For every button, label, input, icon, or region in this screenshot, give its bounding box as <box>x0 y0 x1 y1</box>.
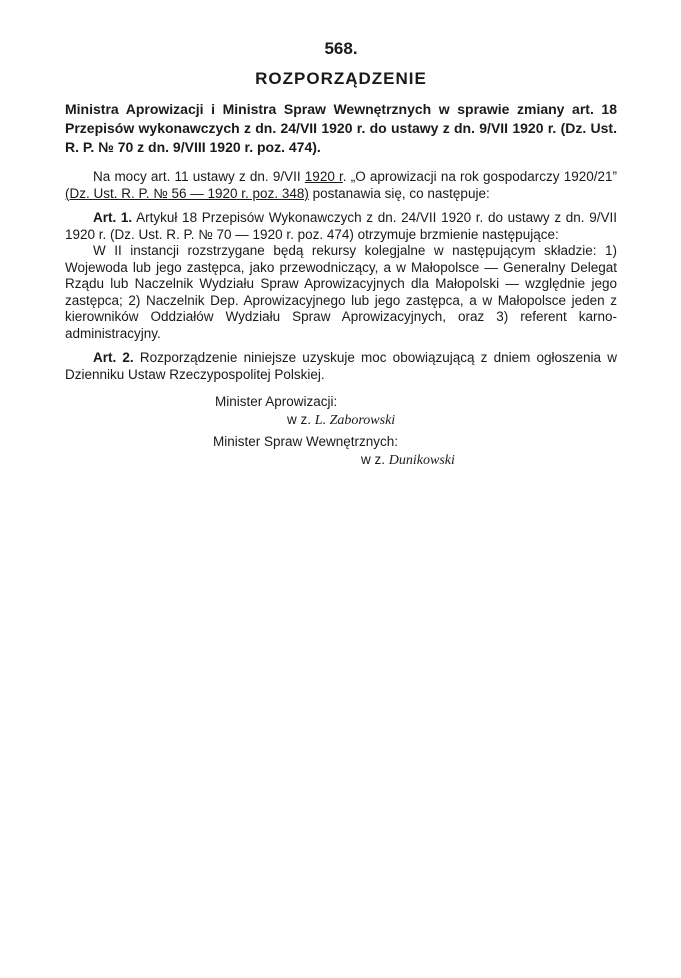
signature-name-1: L. Zaborowski <box>314 413 396 428</box>
article-2-label: Art. 2. <box>93 350 134 365</box>
article-1-quote: W II instancji rozstrzygane będą rekursy kolegjalne w następującym składzie: 1) Wojewoda lub jego zastępca, jako przewodniczący, a w Małopolsce — Generalny Delegat Rządu lub Naczelnik Wydziału Spraw Aprowizacyjnych dla Małopolski — względnie jego zastępca; 2) Naczelnik Dep. Aprowizacyjnego lub jego zastępca, a w Małopolsce jeden z kierowników Oddziałów Wydziału Spraw Aprowizacyjnych, oraz 3) referent karno-administracyjny. <box>65 243 617 341</box>
document-number: 568. <box>324 39 358 58</box>
article-1-text: Artykuł 18 Przepisów Wykonawczych z dn. 24/VII 1920 r. do ustawy z dn. 9/VII 1920 r. (Dz. Ust. R. P. № 70 — 1920 r. poz. 474) otrzymuje brzmienie następujące: <box>65 210 617 242</box>
document-page <box>65 38 617 483</box>
preamble-text: Na mocy art. 11 ustawy z dn. 9/VII <box>93 169 305 184</box>
preamble-underlined-citation: (Dz. Ust. R. P. № 56 — 1920 r. poz. 348) <box>65 185 309 201</box>
signature-line-2 <box>361 451 455 470</box>
article-1-paragraph <box>65 210 617 243</box>
signature-prefix-2: w z. <box>361 452 386 467</box>
article-1-label: Art. 1. <box>93 210 133 225</box>
document-title: ROZPORZĄDZENIE <box>255 69 427 88</box>
signature-prefix-1: w z. <box>287 412 312 427</box>
preamble-text: . „O aprowizacji na rok gospodarczy 1920/21” <box>342 169 617 184</box>
preamble-text: postanawia się, co następuje: <box>308 185 490 201</box>
preamble-paragraph <box>65 169 617 202</box>
article-2-text: Rozporządzenie niniejsze uzyskuje moc obowiązującą z dniem ogłoszenia w Dzienniku Ustaw Rzeczypospolitej Polskiej. <box>65 350 617 382</box>
signature-block <box>65 393 617 483</box>
signature-name-2: Dunikowski <box>388 453 455 468</box>
preamble-underlined-year: 1920 r <box>304 169 343 184</box>
article-2-paragraph <box>65 350 617 383</box>
document-subject: Ministra Aprowizacji i Ministra Spraw Wewnętrznych w sprawie zmiany art. 18 Przepisów wykonawczych z dn. 24/VII 1920 r. do ustawy z dn. 9/VII 1920 r. (Dz. Ust. R. P. № 70 z dn. 9/VIII 1920 r. poz. 474). <box>65 101 617 155</box>
signature-role-1: Minister Aprowizacji: <box>215 394 338 409</box>
signature-role-2: Minister Spraw Wewnętrznych: <box>213 434 399 449</box>
signature-line-1 <box>287 411 395 430</box>
